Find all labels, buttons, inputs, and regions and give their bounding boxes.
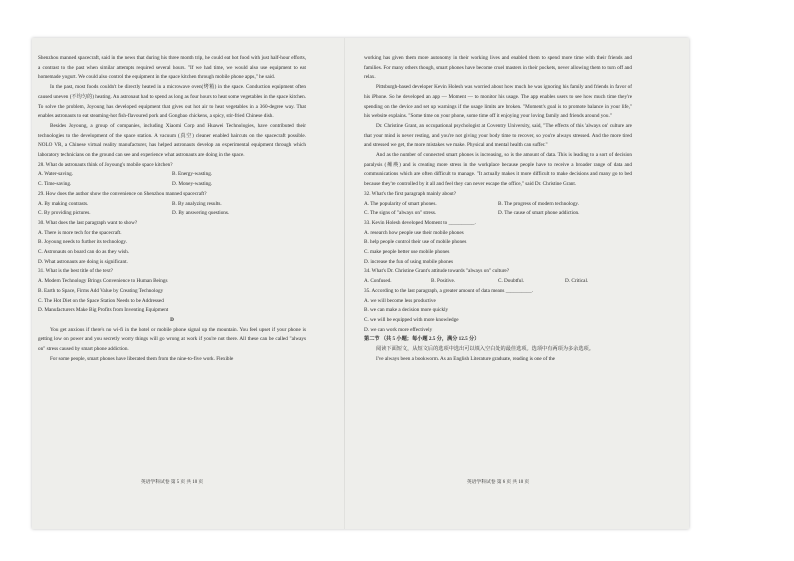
option: D. Critical. (565, 278, 589, 285)
option: C. we will be equipped with more knowledge (364, 316, 459, 323)
option: C. Time-saving. (38, 181, 72, 188)
option: B. Earth to Space, Firms Add Value by Creating Technology (38, 287, 164, 294)
option: D. Manufacturers Make Big Profits from Inventing Equipment (38, 307, 169, 314)
option: B. Joyoung needs to further its technology. (38, 239, 127, 246)
question-32-options (364, 200, 632, 219)
option: A. Confused. (364, 278, 392, 285)
option: B. Positive. (431, 278, 456, 285)
question-33: 33. Kevin Holesh developed Moment to __________. (364, 219, 476, 226)
paragraph: I've always been a bookworm. As an English Literature graduate, reading is one of the (376, 355, 555, 362)
right-page (364, 54, 632, 365)
option: A. Modern Technology Brings Convenience to Human Beings (38, 278, 168, 285)
option: C. Doubtful. (498, 278, 525, 285)
option: D. Money-wasting. (172, 181, 213, 188)
option: B. By analyzing results. (172, 200, 222, 207)
page-footer-left: 英语学科试卷 第 5 页 共 10 页 (140, 480, 204, 485)
option: C. The Hot Diet on the Space Station Needs to be Addressed (38, 297, 164, 304)
paragraph: Dr. Christine Grant, an occupational psychologist at Coventry University, said, "The effects of this 'always on' culture are that your mind is never resting, and you're not giving your body time to recover, so you're always stressed. And the more tired and stressed we get, the more mistakes we make. Physical and mental health can suffer." (364, 122, 632, 149)
option: D. The cause of smart phone addiction. (498, 210, 580, 217)
question-34: 34. What's Dr. Christine Grant's attitude towards "always on" culture? (364, 268, 510, 275)
page-footer-right: 英语学科试卷 第 6 页 共 10 页 (466, 480, 530, 485)
option: B. Energy-wasting. (172, 171, 213, 178)
option: A. research how people use their mobile phones (364, 229, 464, 236)
question-31: 31. What is the best title of the text? (38, 268, 113, 275)
question-28: 28. What do astronauts think of Joyoung's mobile space kitchen? (38, 161, 173, 168)
option: A. There is more tech for the spacecraft. (38, 229, 122, 236)
paragraph: For some people, smart phones have liberated them from the nine-to-five work. Flexible (50, 355, 234, 362)
option: D. What astronauts are doing is significant. (38, 258, 128, 265)
left-page (38, 54, 306, 365)
page-fold (344, 38, 345, 529)
option: D. By answering questions. (172, 210, 230, 217)
option: D. increase the fun of using mobile phones (364, 258, 454, 265)
option: C. By providing pictures. (38, 210, 91, 217)
option: D. we can work more effectively (364, 326, 433, 333)
paragraph: Besides Joyoung, a group of companies, including Xiaomi Corp and Huawei Technologies, have contributed their technologies to the development of the space station. A vacuum (真空) cleaner enabled haircuts on the spacecraft possible. NOLO VR, a Chinese virtual reality manufacturer, has helped astronauts develop an experimental equipment through which laboratory technicians on the ground can see and experience what astronauts are doing in the space. (38, 122, 306, 159)
option: A. The popularity of smart phones. (364, 200, 437, 207)
section-heading: 第二节 （共 5 小题；每小题 2.5 分，满分 12.5 分） (364, 336, 480, 343)
option: B. we can make a decision more quickly (364, 307, 449, 314)
question-30: 30. What does the last paragraph want to show? (38, 219, 138, 226)
option: B. help people control their use of mobile phones (364, 239, 467, 246)
paragraph: You get anxious if there's no wi-fi in the hotel or mobile phone signal up the mountain. You feel upset if your phone is getting low on power and you secretly worry things will go wrong at work if you're not there. All these can be called "always on" stress caused by smart phone addiction. (38, 326, 306, 353)
option: A. we will become less productive (364, 297, 436, 304)
paragraph: working has given them more autonomy in their working lives and enabled them to spend more time with their friends and families. For many others though, smart phones have become cruel masters in their pockets, never allowing them to turn off and relax. (364, 55, 632, 81)
option: C. make people better use mobile phones (364, 249, 450, 256)
question-34-options (364, 277, 632, 287)
question-29: 29. How does the author show the convenience on Shenzhou manned spacecraft? (38, 190, 207, 197)
paragraph: And as the number of connected smart phones is increasing, so is the amount of data. This is leading to a sort of decision paralysis (瘫痪) and is creating more stress in the workplace because people have to receive a broader range of data and communications which are often difficult to manage. "It actually makes it more difficult to make decisions and many go to bed because they're controlled by it all and feel they can never escape the office," said Dr. Christine Grant. (364, 152, 632, 188)
paragraph: In the past, most foods couldn't be directly heated in a microwave oven(烤箱) in the space. Conduction equipment often caused uneven (不均匀的) heating. An astronaut had to spend as long as four hours to heat some vegetables in the space kitchen. To solve the problem, Joyoung has developed equipment that gives out hot air to heat vegetables in a 360-degree way. That enables astronauts to eat steaming-hot fish-flavoured pork and Gongbao chickens, a spicy, stir-fried Chinese dish. (38, 84, 306, 120)
option: A. Water-saving. (38, 171, 73, 178)
section-letter: D (170, 316, 174, 323)
question-29-options (38, 200, 306, 219)
option: C. Astronauts on board can do as they wish. (38, 249, 130, 256)
paragraph: Pittsburgh-based developer Kevin Holesh was worried about how much he was ignoring his family and friends in favor of his iPhone. So he developed an app — Moment — to monitor his usage. The app enables users to see how much time they're spending on the device and set up warnings if the usage limits are broken. "Moment's goal is to promote balance in your life," his website explains. "Some time on your phone, some time off it enjoying your loving family and friends around you." (364, 84, 632, 120)
option: A. By making contrasts. (38, 200, 89, 207)
question-35: 35. According to the last paragraph, a greater amount of data means __________. (364, 287, 533, 294)
paragraph: Shenzhou manned spacecraft, said in the news that during his three month trip, he could eat hot food with just half-hour efforts, a contrast to the past when similar attempts required several hours. "If we had time, we would also use equipment to eat homemade yogurt. We could also control the equipment in the space kitchen through mobile phone apps," he said. (38, 55, 306, 81)
section-instructions: 阅读下面短文，从短文后的选项中选出可以填入空白处的最佳选项。选项中有两项为多余选项。 (376, 346, 594, 353)
question-32: 32. What's the first paragraph mainly about? (364, 190, 457, 197)
question-28-options (38, 170, 306, 189)
option: C. The signs of "always on" stress. (364, 210, 437, 217)
option: B. The progress of modern technology. (498, 200, 579, 207)
